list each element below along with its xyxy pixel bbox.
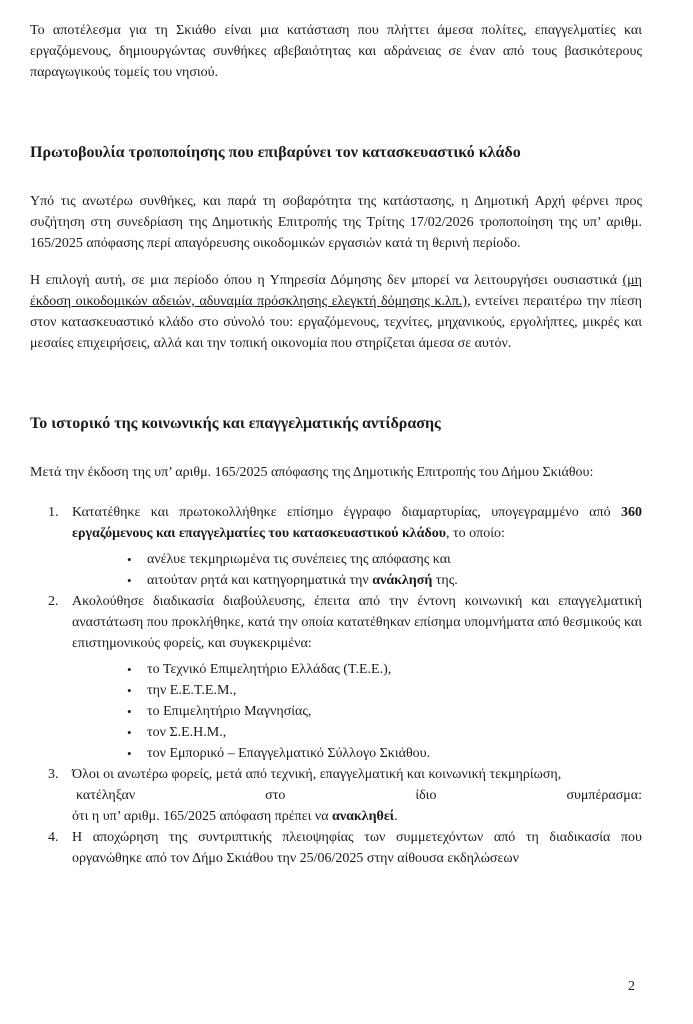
list-item-text: Κατατέθηκε και πρωτοκολλήθηκε επίσημο έγγραφο διαμαρτυρίας, υπογεγραμμένο από xyxy=(72,505,621,520)
bullet-item-commercial-association xyxy=(72,743,642,764)
section-heading-reaction-history: Το ιστορικό της κοινωνικής και επαγγελματικής αντίδρασης xyxy=(30,415,441,432)
bullet-item-consequences xyxy=(72,549,642,570)
bullet-text xyxy=(147,570,642,591)
intro-paragraph: Το αποτέλεσμα για τη Σκιάθο είναι μια κατάσταση που πλήττει άμεσα πολίτες, επαγγελματίες και εργαζόμενους, δημιουργώντας συνθήκες αβεβαιότητας και αδράνειας σε έναν από τους βασικότερους παραγωγικούς τομείς του νησιού. xyxy=(30,23,642,80)
bullet-item-sehm xyxy=(72,722,642,743)
bullet-icon: • xyxy=(127,683,132,698)
bullet-item-revocation-request xyxy=(72,570,642,591)
bullet-text: τον Εμπορικό – Επαγγελματικό Σύλλογο Σκιάθου. xyxy=(147,746,431,761)
justified-spread-line xyxy=(72,785,642,806)
bold-signatories-count: 360 εργαζόμενους και επαγγελματίες του κατασκευαστικού κλάδου xyxy=(72,505,642,541)
paragraph-history-intro: Μετά την έκδοση της υπ’ αριθμ. 165/2025 απόφασης της Δημοτικής Επιτροπής του Δήμου Σκιάθου: xyxy=(30,465,594,480)
list-item-consultation-process xyxy=(30,591,642,764)
bullet-list xyxy=(72,659,642,764)
list-item-text: ότι η υπ’ αριθμ. 165/2025 απόφαση πρέπει να xyxy=(72,809,333,824)
bullet-text-part: της. xyxy=(432,573,458,588)
list-item-text: Όλοι οι ανωτέρω φορείς, μετά από τεχνική, επαγγελματική και κοινωνική τεκμηρίωση, xyxy=(72,767,562,782)
bullet-item-magnesia-chamber xyxy=(72,701,642,722)
list-item-text: Ακολούθησε διαδικασία διαβούλευσης, έπειτα από την έντονη κοινωνική και επαγγελματική αναστάτωση που προκλήθηκε, κατά την οποία κατατέθηκαν επίσημα υπομνήματα από θεσμικούς και επιστημονικούς φορείς, και συγκεκριμένα: xyxy=(72,594,642,651)
list-item-text: Η αποχώρηση της συντριπτικής πλειοψηφίας των συμμετεχόντων από τη διαδικασία που οργανώθηκε από τον Δήμο Σκιάθου την 25/06/2025 στην αίθουσα εκδηλώσεων xyxy=(72,830,642,866)
bullet-icon: • xyxy=(127,704,132,719)
list-item-protest-document xyxy=(30,502,642,591)
numbered-list xyxy=(30,502,642,869)
page-number: 2 xyxy=(628,979,635,994)
bullet-text: τον Σ.Ε.Η.Μ., xyxy=(147,725,227,740)
bullet-text: το Τεχνικό Επιμελητήριο Ελλάδας (Τ.Ε.Ε.), xyxy=(147,662,392,677)
list-item-number: 1. xyxy=(48,505,59,520)
paragraph-text: Η επιλογή αυτή, σε μια περίοδο όπου η Υπηρεσία Δόμησης δεν μπορεί να λειτουργήσει ουσιαστικά xyxy=(30,273,623,288)
section-heading-modification-initiative: Πρωτοβουλία τροποποίησης που επιβαρύνει τον κατασκευαστικό κλάδο xyxy=(30,144,521,161)
bullet-icon: • xyxy=(127,552,132,567)
bullet-text: το Επιμελητήριο Μαγνησίας, xyxy=(147,704,312,719)
list-item-number: 4. xyxy=(48,830,59,845)
bullet-icon: • xyxy=(127,662,132,677)
bullet-list xyxy=(72,549,642,591)
paragraph-text: , εντείνει περαιτέρω την πίεση στον κατασκευαστικό κλάδο στο σύνολό του: εργαζόμενους, τεχνίτες, μηχανικούς, εργολήπτες, μικρές και μεσαίες επιχειρήσεις, αλλά και την τοπική οικονομία που στηρίζεται άμεσα σε αυτόν. xyxy=(30,294,642,351)
bullet-item-tee xyxy=(72,659,642,680)
list-item-body xyxy=(72,827,642,869)
paragraph-decision-amendment: Υπό τις ανωτέρω συνθήκες, και παρά τη σοβαρότητα της κατάστασης, η Δημοτική Αρχή φέρνει προς συζήτηση στη συνεδρίαση της Δημοτικής Επιτροπής της Τρίτης 17/02/2026 τροποποίηση της υπ’ αριθμ. 165/2025 απόφασης περί απαγόρευσης οικοδομικών εργασιών κατά τη θερινή περίοδο. xyxy=(30,194,642,251)
bullet-icon: • xyxy=(127,725,132,740)
list-item-walkout xyxy=(30,827,642,869)
bullet-item-eetem xyxy=(72,680,642,701)
spread-word: ίδιο xyxy=(415,788,437,803)
spread-word: στο xyxy=(265,788,286,803)
underlined-text: (μη έκδοση οικοδομικών αδειών, αδυναμία πρόσκλησης ελεγκτή δόμησης κ.λπ.) xyxy=(30,273,642,309)
list-item-body xyxy=(72,502,642,591)
bold-revoked-word: ανακληθεί xyxy=(332,809,395,824)
list-item-number: 3. xyxy=(48,767,59,782)
bullet-icon: • xyxy=(127,746,132,761)
spread-word: κατέληξαν xyxy=(76,788,136,803)
list-item-text: . xyxy=(394,809,398,824)
list-item-common-conclusion xyxy=(30,764,642,827)
bullet-text: την Ε.Ε.Τ.Ε.Μ., xyxy=(147,683,237,698)
list-item-line xyxy=(72,806,642,827)
list-item-body xyxy=(72,591,642,764)
list-item-body xyxy=(72,764,642,827)
bullet-icon: • xyxy=(127,573,132,588)
spread-word: συμπέρασμα: xyxy=(566,788,642,803)
bold-revocation-word: ανάκλησή xyxy=(372,573,433,588)
bullet-text: ανέλυε τεκμηριωμένα τις συνέπειες της απόφασης και xyxy=(147,552,451,567)
list-item-text: , το οποίο: xyxy=(446,526,505,541)
bullet-text-part: αιτούταν ρητά και κατηγορηματικά την xyxy=(147,573,373,588)
paragraph-building-authority xyxy=(30,270,642,354)
list-item-number: 2. xyxy=(48,594,59,609)
